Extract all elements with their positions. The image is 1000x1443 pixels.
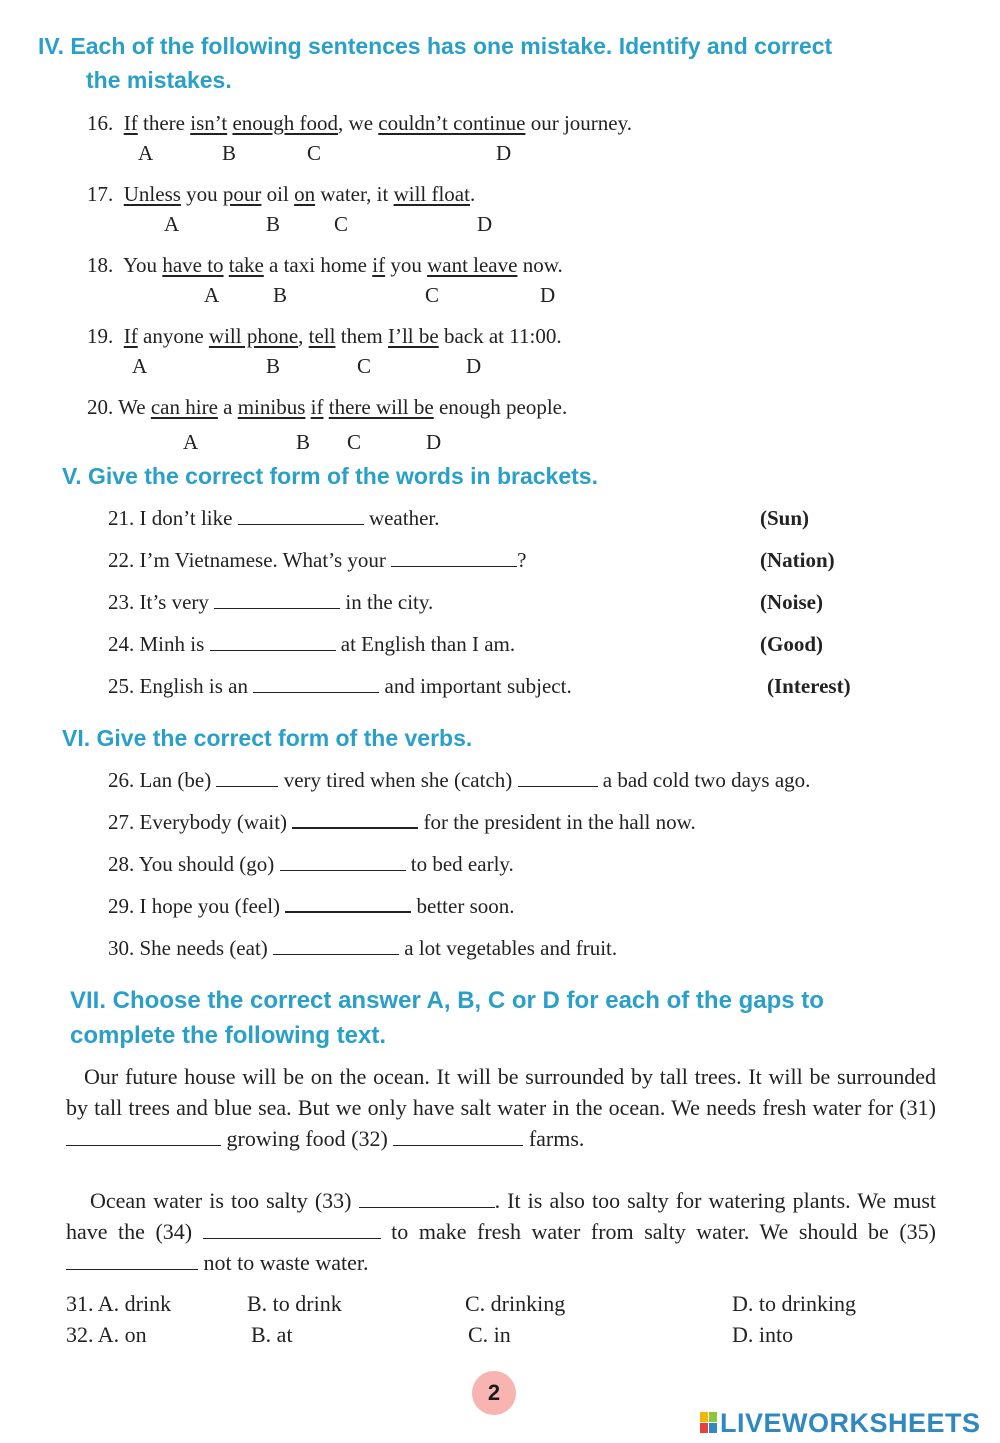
q17-letter-d: D — [477, 212, 493, 236]
answer-blank-30[interactable] — [273, 936, 399, 955]
q31-option-d[interactable]: D. to drinking — [732, 1291, 857, 1316]
liveworksheets-logo — [700, 1408, 981, 1439]
question-25: 25. English is an and important subject. — [108, 674, 572, 698]
hint-22: (Nation) — [760, 548, 835, 572]
q32-option-b[interactable]: B. at — [251, 1322, 293, 1347]
answer-blank-23[interactable] — [214, 590, 340, 609]
q17-letter-b: B — [266, 212, 281, 236]
question-23: 23. It’s very in the city. — [108, 590, 434, 614]
q20-letter-a: A — [183, 430, 199, 454]
q16-letter-b: B — [222, 141, 237, 165]
question-20: 20. We can hire a minibus if there will be enough people. — [87, 395, 568, 419]
answer-blank-21[interactable] — [238, 506, 364, 525]
answer-blank-26b[interactable] — [518, 768, 598, 787]
answer-blank-31[interactable] — [66, 1127, 221, 1146]
answer-blank-26a[interactable] — [216, 768, 278, 787]
q17-letter-a: A — [164, 212, 180, 236]
q20-letter-b: B — [296, 430, 311, 454]
hint-23: (Noise) — [760, 590, 823, 614]
hint-25: (Interest) — [767, 674, 851, 698]
q31-option-a[interactable]: 31. A. drink — [66, 1291, 172, 1316]
q16-letter-a: A — [138, 141, 154, 165]
answer-blank-28[interactable] — [280, 852, 406, 871]
q19-letter-b: B — [266, 354, 281, 378]
question-16: 16. If there isn’t enough food, we couldn’t continue our journey. — [87, 111, 632, 135]
question-29: 29. I hope you (feel) better soon. — [108, 894, 515, 918]
answer-blank-35[interactable] — [66, 1251, 198, 1270]
page-number: 2 — [472, 1371, 516, 1415]
hint-24: (Good) — [760, 632, 823, 656]
liveworksheets-logo-text: LIVEWORKSHEETS — [720, 1408, 981, 1438]
question-30: 30. She needs (eat) a lot vegetables and fruit. — [108, 936, 618, 960]
question-28: 28. You should (go) to bed early. — [108, 852, 514, 876]
question-26: 26. Lan (be) very tired when she (catch) a bad cold two days ago. — [108, 768, 811, 792]
section-5-title: V. Give the correct form of the words in brackets. — [62, 463, 598, 489]
question-24: 24. Minh is at English than I am. — [108, 632, 516, 656]
q16-letter-d: D — [496, 141, 512, 165]
q20-letter-d: D — [426, 430, 442, 454]
answer-blank-24[interactable] — [210, 632, 336, 651]
q18-letter-b: B — [273, 283, 288, 307]
answer-blank-29[interactable] — [285, 893, 411, 913]
q32-option-d[interactable]: D. into — [732, 1322, 794, 1347]
q31-option-c[interactable]: C. drinking — [465, 1291, 566, 1316]
answer-blank-25[interactable] — [253, 674, 379, 693]
section-4-title: IV. Each of the following sentences has one mistake. Identify and correct — [38, 33, 833, 59]
q16-letter-c: C — [307, 141, 322, 165]
q19-letter-c: C — [357, 354, 372, 378]
answer-blank-22[interactable] — [391, 548, 517, 567]
section-7-title: VII. Choose the correct answer A, B, C or D for each of the gaps to — [70, 987, 824, 1014]
q18-letter-c: C — [425, 283, 440, 307]
q32-option-c[interactable]: C. in — [468, 1322, 511, 1347]
hint-21: (Sun) — [760, 506, 810, 530]
q20-letter-c: C — [347, 430, 362, 454]
liveworksheets-cube-icon — [700, 1412, 718, 1434]
question-27: 27. Everybody (wait) for the president in the hall now. — [108, 810, 696, 834]
q19-letter-a: A — [132, 354, 148, 378]
q18-letter-a: A — [204, 283, 220, 307]
answer-blank-34[interactable] — [203, 1220, 381, 1239]
q18-letter-d: D — [540, 283, 556, 307]
question-18: 18. You have to take a taxi home if you want leave now. — [87, 253, 563, 277]
q31-option-b[interactable]: B. to drink — [247, 1291, 342, 1316]
question-17: 17. Unless you pour oil on water, it will float. — [87, 182, 476, 206]
section-6-title: VI. Give the correct form of the verbs. — [62, 725, 473, 751]
answer-blank-33[interactable] — [359, 1189, 495, 1208]
question-19: 19. If anyone will phone, tell them I’ll be back at 11:00. — [87, 324, 562, 348]
reading-paragraph-1: Our future house will be on the ocean. It will be surrounded by tall trees. It will be surrounded by tall trees and blue sea. But we only have salt water in the ocean. We needs fresh water for (31) growing food (32) farms. — [66, 1064, 936, 1151]
answer-blank-27[interactable] — [292, 809, 418, 829]
question-22: 22. I’m Vietnamese. What’s your ? — [108, 548, 527, 572]
q19-letter-d: D — [466, 354, 482, 378]
question-21: 21. I don’t like weather. — [108, 506, 440, 530]
section-4-title-continued: the mistakes. — [86, 67, 232, 93]
section-7-title-continued: complete the following text. — [70, 1022, 387, 1049]
reading-paragraph-2: Ocean water is too salty (33) . It is also too salty for watering plants. We must have the (34) to make fresh water from salty water. We should be (35) not to waste water. — [66, 1188, 936, 1275]
answer-blank-32[interactable] — [393, 1127, 523, 1146]
q32-option-a[interactable]: 32. A. on — [66, 1322, 147, 1347]
q17-letter-c: C — [334, 212, 349, 236]
